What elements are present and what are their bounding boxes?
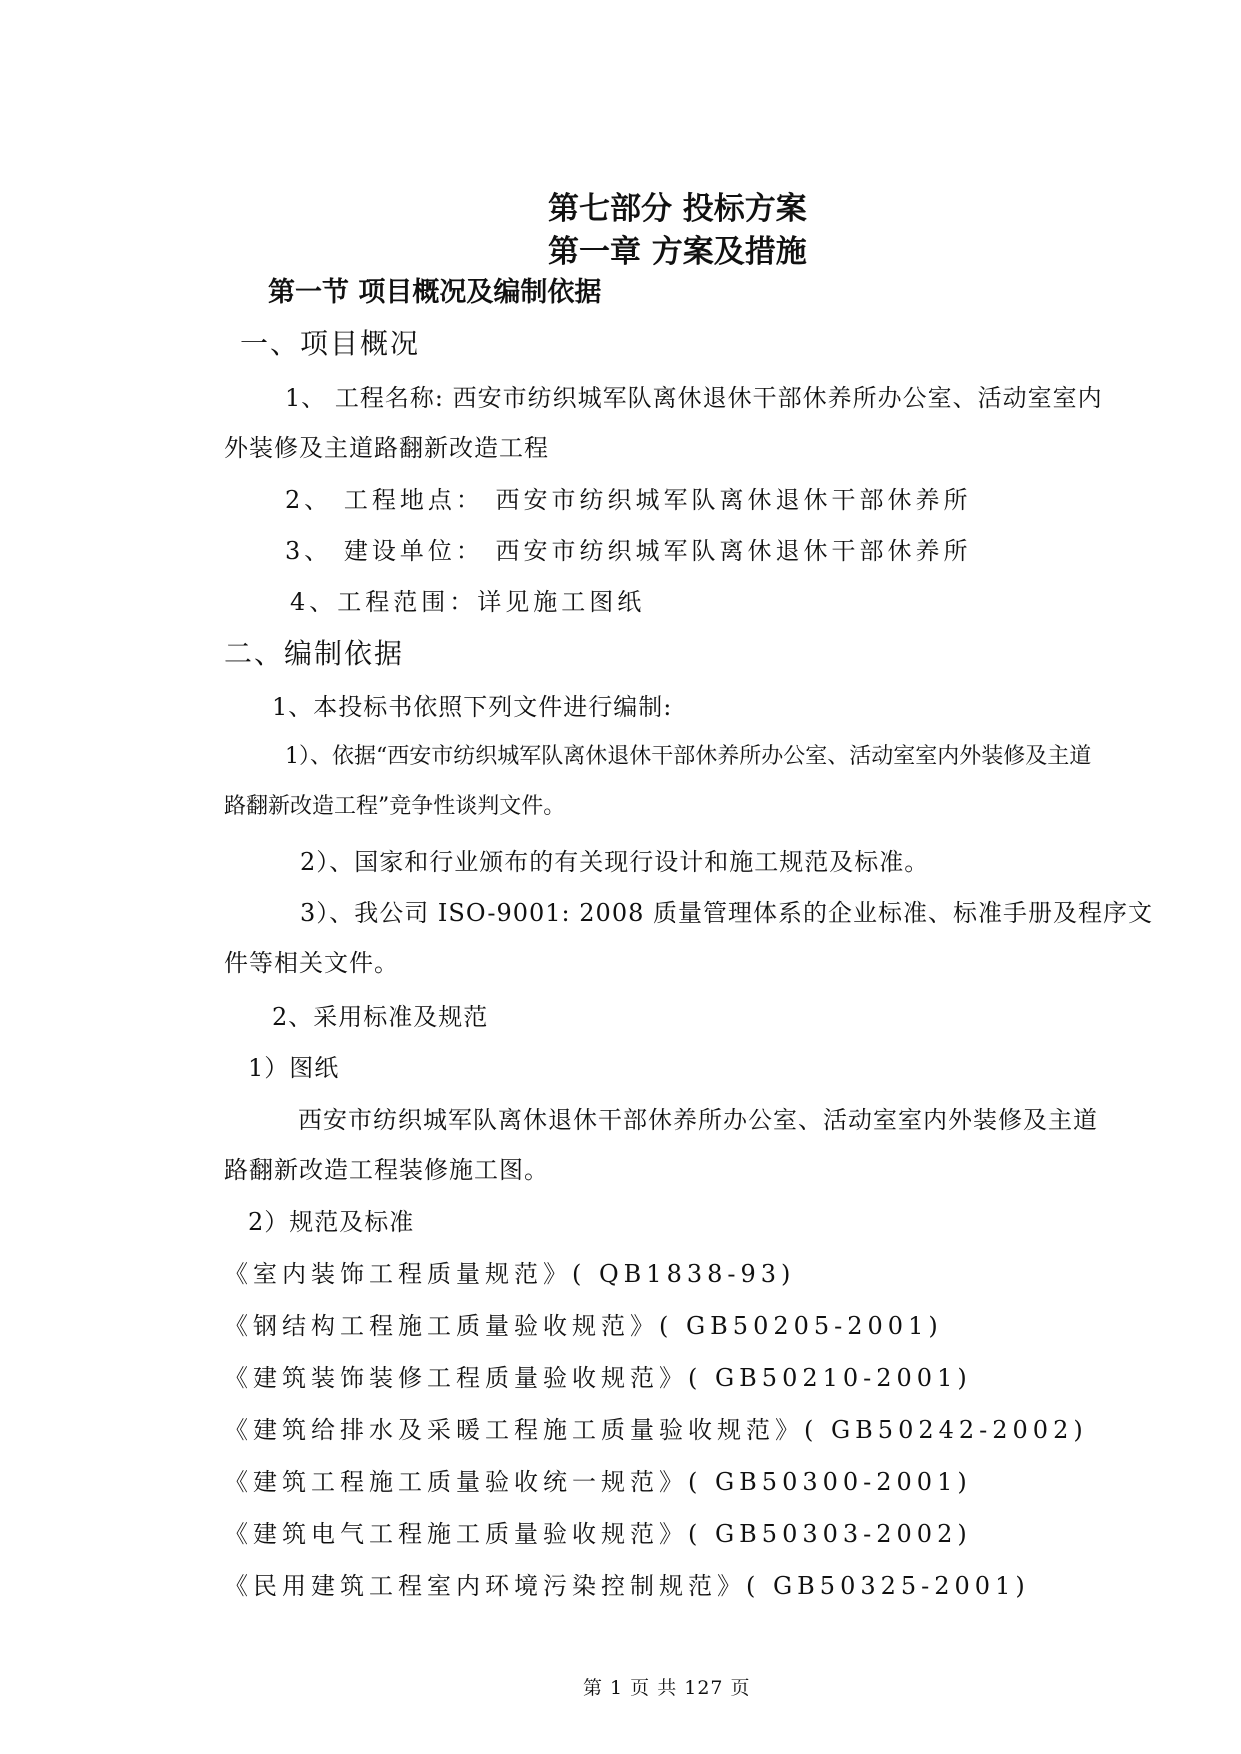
basis-item-1-1-cont: 路翻新改造工程”竞争性谈判文件。 [224, 794, 566, 819]
standard-item: 《建筑电气工程施工质量验收规范》( GB50303-2002) [224, 1520, 972, 1548]
overview-item-3: 3、 建设单位： 西安市纺织城军队离休退休干部休养所 [285, 537, 972, 565]
part-title: 第七部分 投标方案 [548, 191, 807, 227]
overview-heading: 一、项目概况 [240, 327, 421, 360]
basis-item-1-1: 1）、依据“西安市纺织城军队离休退休干部休养所办公室、活动室室内外装修及主道 [285, 744, 1092, 769]
drawings-text: 西安市纺织城军队离休退休干部休养所办公室、活动室室内外装修及主道 [298, 1106, 1098, 1134]
standard-item: 《民用建筑工程室内环境污染控制规范》( GB50325-2001) [224, 1572, 1030, 1600]
overview-item-1: 1、 工程名称: 西安市纺织城军队离休退休干部休养所办公室、活动室室内 [285, 384, 1103, 412]
standard-item: 《室内装饰工程质量规范》( QB1838-93) [224, 1260, 796, 1288]
overview-item-1-cont: 外装修及主道路翻新改造工程 [224, 434, 549, 462]
basis-heading: 二、编制依据 [224, 637, 405, 670]
drawings-text-cont: 路翻新改造工程装修施工图。 [224, 1156, 549, 1184]
standard-item: 《建筑工程施工质量验收统一规范》( GB50300-2001) [224, 1468, 972, 1496]
basis-item-2-1: 1）图纸 [248, 1054, 340, 1082]
overview-item-2: 2、 工程地点： 西安市纺织城军队离休退休干部休养所 [285, 486, 972, 514]
basis-item-1-3-cont: 件等相关文件。 [224, 949, 399, 977]
standard-item: 《钢结构工程施工质量验收规范》( GB50205-2001) [224, 1312, 943, 1340]
basis-item-2: 2、采用标准及规范 [272, 1003, 489, 1031]
page-footer: 第 1 页 共 127 页 [583, 1677, 751, 1699]
basis-item-1-2: 2）、国家和行业颁布的有关现行设计和施工规范及标准。 [300, 848, 930, 876]
basis-item-1: 1、本投标书依照下列文件进行编制: [272, 693, 673, 721]
basis-item-1-3: 3）、我公司 ISO-9001: 2008 质量管理体系的企业标准、标准手册及程序文 [300, 899, 1153, 927]
standard-item: 《建筑装饰装修工程质量验收规范》( GB50210-2001) [224, 1364, 972, 1392]
section-title: 第一节 项目概况及编制依据 [268, 277, 602, 308]
chapter-title: 第一章 方案及措施 [548, 234, 807, 270]
basis-item-2-2: 2）规范及标准 [248, 1208, 415, 1236]
standard-item: 《建筑给排水及采暖工程施工质量验收规范》( GB50242-2002) [224, 1416, 1088, 1444]
overview-item-4: 4、工程范围：详见施工图纸 [290, 588, 646, 616]
